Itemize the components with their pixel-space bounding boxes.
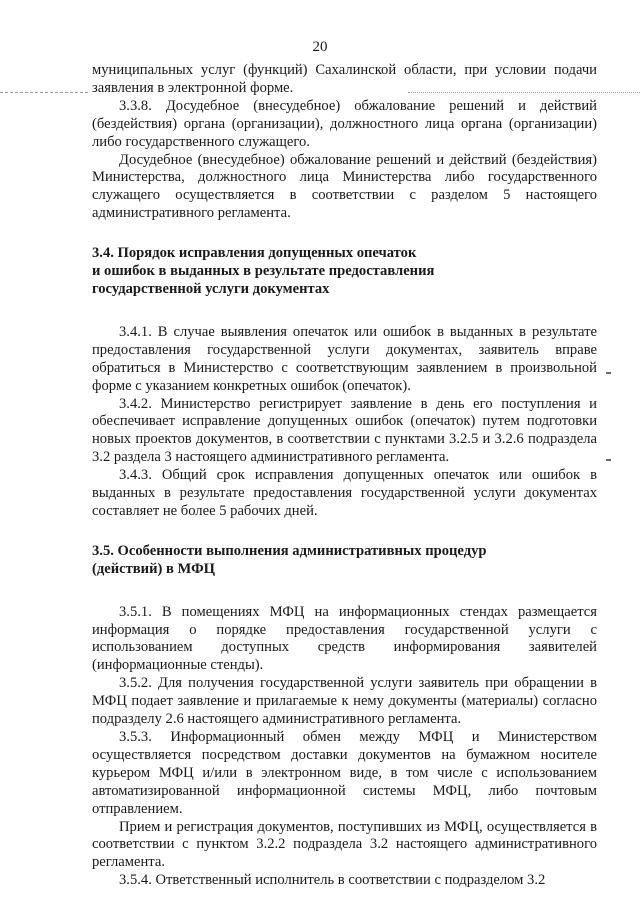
page-number: 20 (312, 39, 328, 55)
scan-artifact-mark (606, 372, 611, 374)
paragraph: 3.5.2. Для получения государственной услуги заявитель при обращении в МФЦ подает заявление и прилагаемые к нему документы (материалы) согласно подразделу 2.6 настоящего административного регламента. (92, 675, 597, 728)
document-body (92, 62, 597, 890)
paragraph: 3.4.1. В случае выявления опечаток или ошибок в выданных в результате предоставления государственной услуги документах, заявитель вправе обратиться в Министерство с соответствующим заявлением в произвольной форме с указанием конкретных ошибок (опечаток). (92, 323, 597, 394)
section-heading-3-4 (92, 245, 597, 299)
heading-line: (действий) в МФЦ (92, 560, 215, 577)
paragraph: 3.5.4. Ответственный исполнитель в соответствии с подразделом 3.2 (119, 872, 546, 889)
paragraph: 3.4.2. Министерство регистрирует заявление в день его поступления и обеспечивает исправление допущенных ошибок (опечаток) путем подготовки новых проектов документов, в соответствии с пунктами 3.2.5 и 3.2.6 подраздела 3.2 раздела 3 настоящего административного регламента. (92, 395, 597, 466)
section-heading-3-5 (92, 543, 597, 579)
paragraph: 3.3.8. Досудебное (внесудебное) обжалование решений и действий (бездействия) органа (организации), должностного лица органа (организации) либо государственного служащего. (92, 97, 597, 150)
scan-artifact-line (0, 92, 88, 93)
scan-artifact-mark (606, 459, 611, 461)
heading-line: государственной услуги документах (92, 280, 330, 297)
heading-line: 3.5. Особенности выполнения административных процедур (92, 542, 487, 559)
paragraph: 3.4.3. Общий срок исправления допущенных опечаток или ошибок в выданных в результате предоставления государственной услуги документах составляет не более 5 рабочих дней. (92, 467, 597, 519)
paragraph: Прием и регистрация документов, поступивших из МФЦ, осуществляется в соответствии с пунктом 3.2.2 подраздела 3.2 настоящего административного регламента. (92, 818, 597, 871)
paragraph: Досудебное (внесудебное) обжалование решений и действий (бездействия) Министерства, должностного лица Министерства либо государственного служащего осуществляется в соответствии с разделом 5 настоящего административного регламента. (92, 151, 597, 222)
paragraph: 3.5.3. Информационный обмен между МФЦ и Министерством осуществляется посредством доставки документов на бумажном носителе курьером МФЦ и/или в электронном виде, в том числе с использованием автоматизированной информационной системы МФЦ, либо почтовым отправлением. (92, 729, 597, 817)
heading-line: 3.4. Порядок исправления допущенных опечаток (92, 245, 417, 262)
heading-line: и ошибок в выданных в результате предоставления (92, 263, 435, 280)
paragraph: муниципальных услуг (функций) Сахалинской области, при условии подачи заявления в электронной форме. (92, 62, 597, 96)
paragraph: 3.5.1. В помещениях МФЦ на информационных стендах размещается информация о порядке предоставления государственной услуги с использованием доступных средств информирования заявителей (информационные стенды). (92, 603, 597, 674)
